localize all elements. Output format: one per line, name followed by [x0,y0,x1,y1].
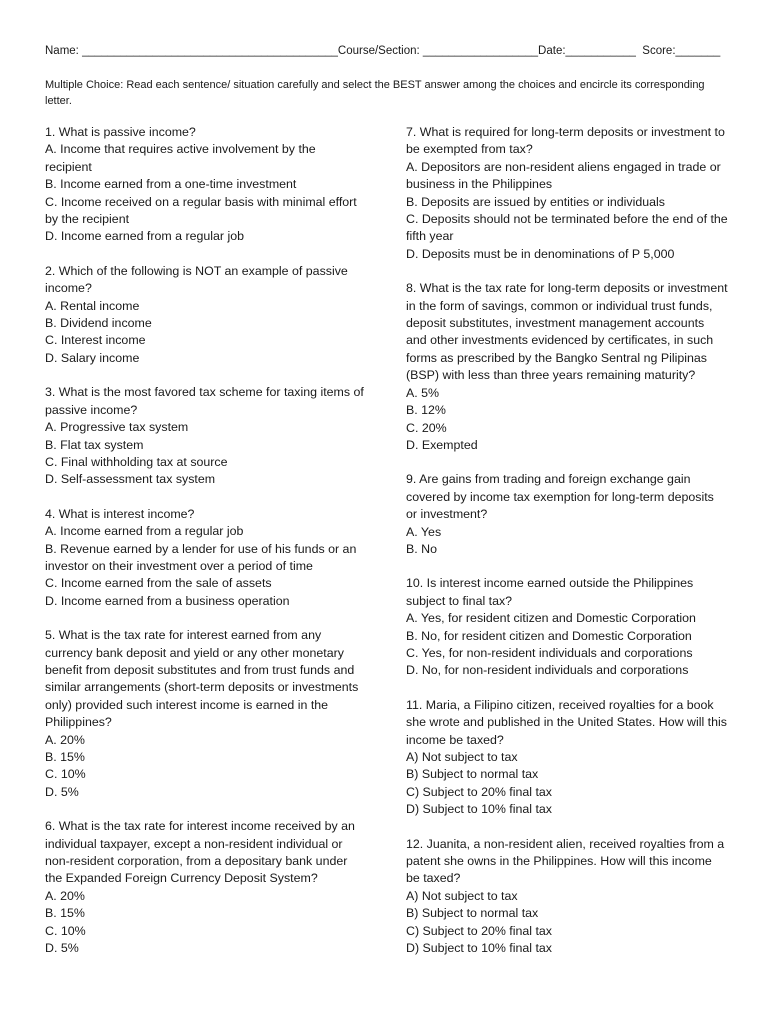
answer-choice[interactable]: C. 20% [406,420,447,435]
answer-choice[interactable]: C. 10% [45,767,86,782]
answer-choice[interactable]: A. Depositors are non-resident aliens engaged in trade or business in the Philippines [406,159,721,192]
answer-choice[interactable]: B) Subject to normal tax [406,767,539,782]
answer-choice[interactable]: B. Income earned from a one-time investment [45,177,297,192]
answer-choice[interactable]: C. Income earned from the sale of assets [45,576,272,591]
answer-choice[interactable]: C. Interest income [45,333,146,348]
question-stem: 10. Is interest income earned outside the Philippines subject to final tax? [406,576,694,608]
question-item [45,263,365,367]
course-section-field: Course/Section: __________________ [337,45,539,57]
question-item [45,818,365,957]
answer-choice[interactable]: A. Income that requires active involvement by the recipient [45,142,316,174]
question-stem: 4. What is interest income? [45,506,195,521]
answer-choice[interactable]: D) Subject to 10% final tax [406,802,553,817]
answer-choice[interactable]: D. Exempted [406,437,478,452]
question-stem: 1. What is passive income? [45,125,196,139]
answer-choice[interactable]: A. 20% [45,732,85,747]
name-field: Name: ________________________________________ [45,45,338,57]
answer-choice[interactable]: D. Salary income [45,350,140,365]
answer-choice[interactable]: C) Subject to 20% final tax [406,784,553,799]
question-item [406,697,728,819]
answer-choice[interactable]: D. Income earned from a business operation [45,593,290,608]
question-stem: 9. Are gains from trading and foreign exchange gain covered by income tax exemption for long-term deposits or investment? [406,472,714,522]
answer-choice[interactable]: B. No [406,541,437,556]
question-stem: 3. What is the most favored tax scheme for taxing items of passive income? [45,385,364,417]
answer-choice[interactable]: B. No, for resident citizen and Domestic Corporation [406,628,692,643]
answer-choice[interactable]: D. Deposits must be in denominations of P 5,000 [406,246,675,261]
answer-choice[interactable]: B) Subject to normal tax [406,906,539,921]
right-column [406,124,728,974]
question-stem: 2. Which of the following is NOT an example of passive income? [45,263,348,296]
left-column [45,124,365,974]
question-stem: 12. Juanita, a non-resident alien, received royalties from a patent she owns in the Philippines. How will this income be taxed? [406,836,725,886]
question-item [406,280,728,454]
answer-choice[interactable]: C. Deposits should not be terminated before the end of the fifth year [406,212,728,244]
answer-choice[interactable]: A. 20% [45,888,85,903]
answer-choice[interactable]: D) Subject to 10% final tax [406,941,553,956]
question-stem: 5. What is the tax rate for interest earned from any currency bank deposit and yield or any other monetary benefit from deposit substitutes and from trust funds and similar arrangements (short-term deposits or investments only) provided such interest income is earned in the Philippines? [45,628,359,730]
answer-choice[interactable]: D. No, for non-resident individuals and corporations [406,663,689,678]
question-stem: 6. What is the tax rate for interest income received by an individual taxpayer, except a non-resident individual or non-resident corporation, from a depositary bank under the Expanded Foreign Currency Deposit System? [45,819,355,886]
score-field: Score:_______ [642,45,721,57]
answer-choice[interactable]: A) Not subject to tax [406,750,518,764]
answer-choice[interactable]: A. Yes, for resident citizen and Domestic Corporation [406,611,696,626]
answer-choice[interactable]: B. Flat tax system [45,437,144,452]
answer-choice[interactable]: A. Rental income [45,298,140,313]
answer-choice[interactable]: B. Deposits are issued by entities or individuals [406,194,665,209]
answer-choice[interactable]: C. Income received on a regular basis with minimal effort by the recipient [45,194,357,227]
answer-choice[interactable]: B. 15% [45,750,85,764]
question-item [406,124,728,263]
question-stem: 11. Maria, a Filipino citizen, received royalties for a book she wrote and published in the United States. How will this income be taxed? [406,697,727,747]
question-item [45,384,365,488]
question-stem: 7. What is required for long-term deposits or investment to be exempted from tax? [406,125,725,157]
answer-choice[interactable]: B. 12% [406,403,446,418]
question-item [45,627,365,801]
answer-choice[interactable]: A) Not subject to tax [406,888,518,903]
header-fields [45,45,725,57]
date-field: Date:___________ [538,45,636,57]
answer-choice[interactable]: C. Final withholding tax at source [45,454,228,469]
answer-choice[interactable]: D. 5% [45,784,79,799]
answer-choice[interactable]: B. 15% [45,906,85,921]
question-item [406,836,728,958]
answer-choice[interactable]: A. 5% [406,385,440,400]
answer-choice[interactable]: B. Revenue earned by a lender for use of his funds or an investor on their investment over a period of time [45,541,357,573]
answer-choice[interactable]: A. Income earned from a regular job [45,524,244,539]
question-stem: 8. What is the tax rate for long-term deposits or investment in the form of savings, common or individual trust funds, deposit substitutes, investment management accounts and other investments evidenced by certificates, in such forms as prescribed by the Bangko Sentral ng Pilipinas (BSP) with less than three years remaining maturity? [406,281,728,383]
answer-choice[interactable]: D. 5% [45,941,79,956]
question-item [45,124,365,246]
answer-choice[interactable]: C. Yes, for non-resident individuals and corporations [406,645,693,660]
answer-choice[interactable]: C) Subject to 20% final tax [406,923,553,938]
question-item [406,575,728,679]
question-item [406,471,728,558]
answer-choice[interactable]: D. Self-assessment tax system [45,472,216,487]
answer-choice[interactable]: D. Income earned from a regular job [45,229,245,244]
answer-choice[interactable]: B. Dividend income [45,316,152,331]
answer-choice[interactable]: A. Yes [406,524,442,539]
instructions: Multiple Choice: Read each sentence/ situation carefully and select the BEST answer among the choices and encircle its corresponding letter. [45,79,705,107]
question-item [45,506,365,610]
answer-choice[interactable]: C. 10% [45,923,86,938]
answer-choice[interactable]: A. Progressive tax system [45,420,189,435]
